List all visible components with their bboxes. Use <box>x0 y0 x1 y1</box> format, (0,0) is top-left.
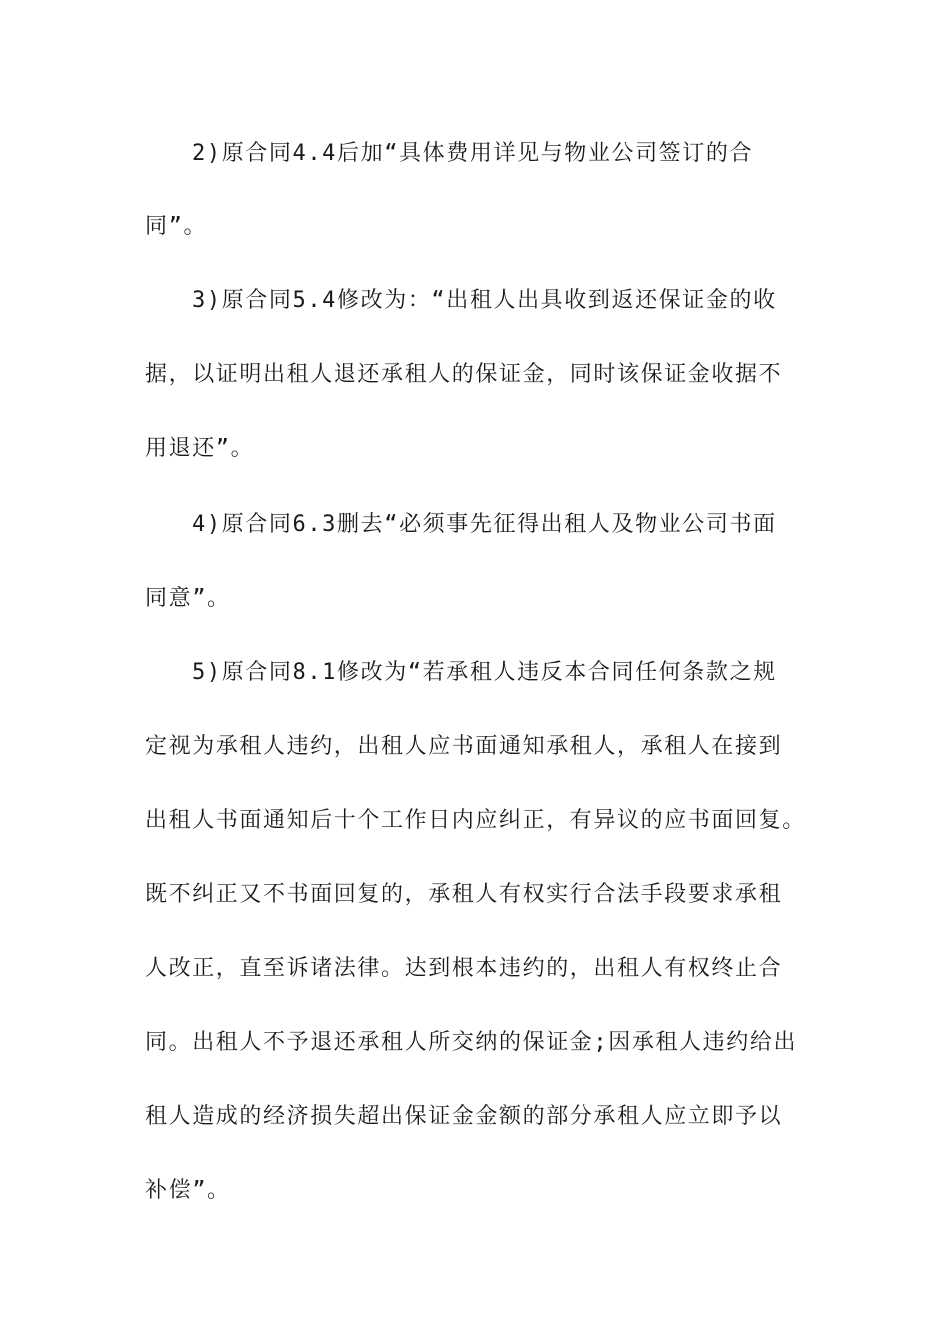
item-2-line-2: 同”。 <box>145 214 208 239</box>
item-5-line-2: 定视为承租人违约，出租人应书面通知承租人，承租人在接到 <box>145 734 783 759</box>
item-5-line-7: 租人造成的经济损失超出保证金金额的部分承租人应立即予以 <box>145 1104 783 1129</box>
item-3-line-2: 据，以证明出租人退还承租人的保证金，同时该保证金收据不 <box>145 362 783 387</box>
item-4-line-1: 4)原合同6.3删去“必须事先征得出租人及物业公司书面 <box>192 512 777 537</box>
item-5-line-4: 既不纠正又不书面回复的，承租人有权实行合法手段要求承租 <box>145 882 783 907</box>
item-4-line-2: 同意”。 <box>145 586 231 611</box>
item-3-line-1: 3)原合同5.4修改为：“出租人出具收到返还保证金的收 <box>192 288 777 313</box>
item-3-line-3: 用退还”。 <box>145 436 255 461</box>
item-2-line-1: 2)原合同4.4后加“具体费用详见与物业公司签订的合 <box>192 141 754 166</box>
item-5-line-1: 5)原合同8.1修改为“若承租人违反本合同任何条款之规 <box>192 660 777 685</box>
item-5-line-3: 出租人书面通知后十个工作日内应纠正，有异议的应书面回复。 <box>145 808 806 833</box>
item-5-line-5: 人改正，直至诉诸法律。达到根本违约的，出租人有权终止合 <box>145 956 783 981</box>
item-5-line-8: 补偿”。 <box>145 1178 231 1203</box>
item-5-line-6: 同。出租人不予退还承租人所交纳的保证金;因承租人违约给出 <box>145 1030 798 1055</box>
